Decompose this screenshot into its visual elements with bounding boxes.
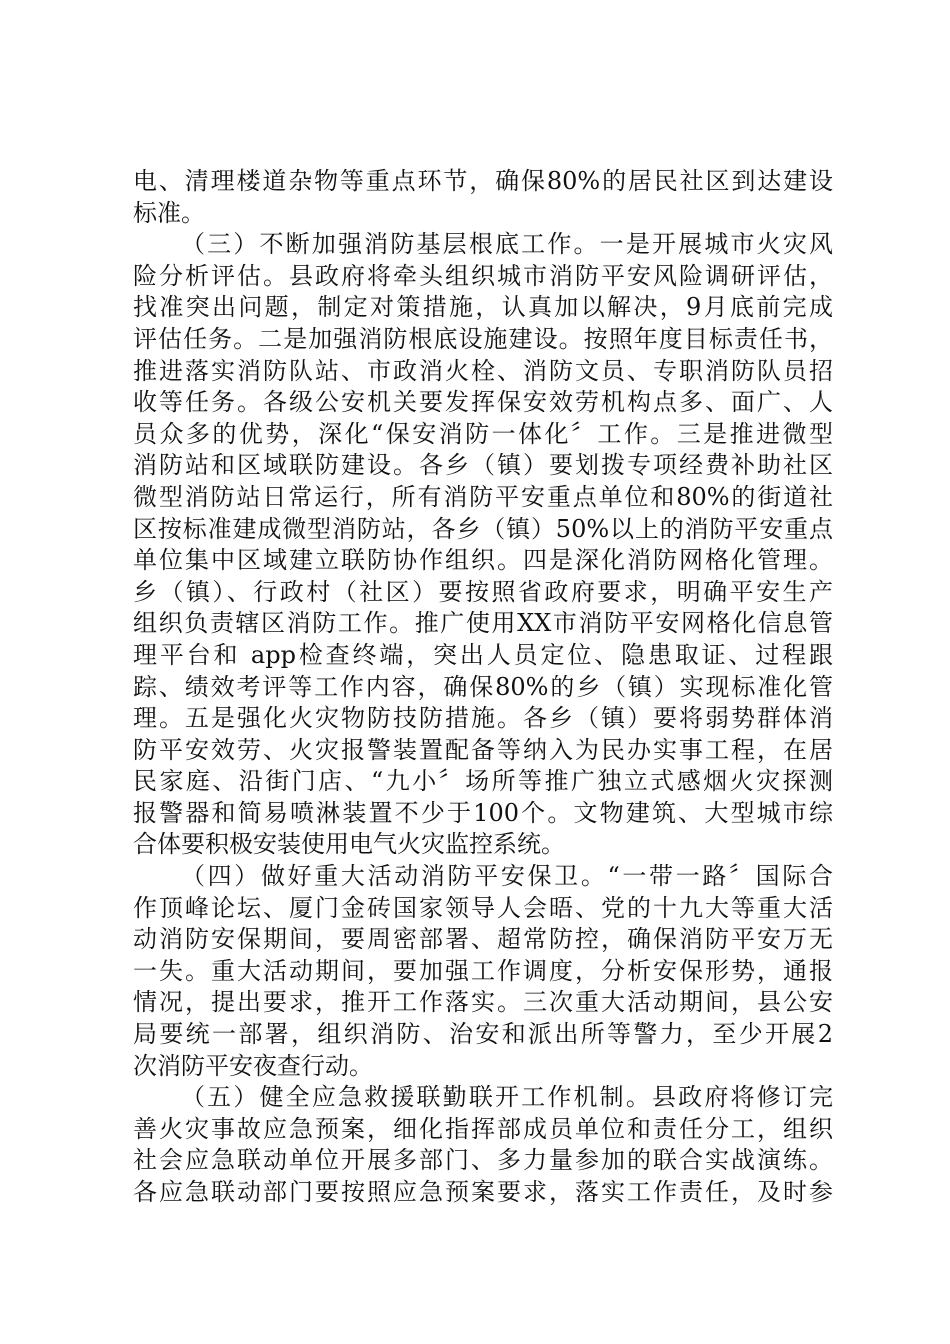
text-line: 电、清理楼道杂物等重点环节，确保80%的居民社区到达建设 bbox=[133, 167, 833, 195]
text-line: 次消防平安夜查行动。 bbox=[133, 1051, 373, 1080]
text-line: 组织负责辖区消防工作。推广使用XX市消防平安网格化信息管 bbox=[133, 609, 833, 638]
text-line: 理。五是强化火灾物防技防措施。各乡（镇）要将弱势群体消 bbox=[133, 704, 833, 733]
text-line: 收等任务。各级公安机关要发挥保安效劳机构点多、面广、人 bbox=[133, 388, 833, 417]
text-line: 各应急联动部门要按照应急预案要求，落实工作责任，及时参 bbox=[133, 1178, 833, 1206]
text-line: 微型消防站日常运行，所有消防平安重点单位和80%的街道社 bbox=[133, 482, 833, 511]
text-line: 报警器和简易喷淋装置不少于100个。文物建筑、大型城市综 bbox=[133, 798, 833, 827]
text-line: 乡（镇）、行政村（社区）要按照省政府要求，明确平安生产 bbox=[133, 577, 833, 606]
body-text bbox=[133, 166, 833, 1209]
text-line: 社会应急联动单位开展多部门、多力量参加的联合实战演练。 bbox=[133, 1146, 833, 1175]
text-line: 区按标准建成微型消防站，各乡（镇）50%以上的消防平安重点 bbox=[133, 514, 833, 543]
text-line: 险分析评估。县政府将牵头组织城市消防平安风险调研评估， bbox=[133, 261, 833, 290]
text-line: 推进落实消防队站、市政消火栓、消防文员、专职消防队员招 bbox=[133, 356, 833, 385]
text-line: 理平台和 app检查终端，突出人员定位、隐患取证、过程跟 bbox=[133, 640, 833, 669]
text-line: 合体要积极安装使用电气火灾监控系统。 bbox=[133, 830, 565, 859]
text-line: 动消防安保期间，要周密部署、超常防控，确保消防平安万无 bbox=[133, 925, 833, 954]
text-line: 防平安效劳、火灾报警装置配备等纳入为民办实事工程，在居 bbox=[133, 735, 833, 764]
text-line: 一失。重大活动期间，要加强工作调度，分析安保形势，通报 bbox=[133, 956, 833, 985]
text-line: 民家庭、沿街门店、“九小〞场所等推广独立式感烟火灾探测 bbox=[133, 767, 833, 796]
text-line: 标准。 bbox=[133, 198, 205, 227]
text-line: 局要统一部署，组织消防、治安和派出所等警力，至少开展2 bbox=[133, 1020, 833, 1049]
text-line: 情况，提出要求，推开工作落实。三次重大活动期间，县公安 bbox=[133, 988, 833, 1017]
text-line: 员众多的优势，深化“保安消防一体化〞工作。三是推进微型 bbox=[133, 419, 833, 448]
paragraph-section-3 bbox=[133, 229, 833, 861]
text-line: 找准突出问题，制定对策措施，认真加以解决，9月底前完成 bbox=[133, 293, 833, 322]
text-line: 消防站和区域联防建设。各乡（镇）要划拨专项经费补助社区 bbox=[133, 451, 833, 480]
paragraph-continuation bbox=[133, 166, 833, 229]
text-line: （五）健全应急救援联勤联开工作机制。县政府将修订完 bbox=[181, 1083, 833, 1112]
text-line: 单位集中区域建立联防协作组织。四是深化消防网格化管理。 bbox=[133, 546, 833, 575]
paragraph-section-4 bbox=[133, 861, 833, 1082]
text-line: 作顶峰论坛、厦门金砖国家领导人会晤、党的十九大等重大活 bbox=[133, 893, 833, 922]
text-line: （四）做好重大活动消防平安保卫。“一带一路〞国际合 bbox=[181, 862, 833, 891]
text-line: 踪、绩效考评等工作内容，确保80%的乡（镇）实现标准化管 bbox=[133, 672, 833, 701]
text-line: 评估任务。二是加强消防根底设施建设。按照年度目标责任书， bbox=[133, 324, 833, 353]
text-line: 善火灾事故应急预案，细化指挥部成员单位和责任分工，组织 bbox=[133, 1114, 833, 1143]
paragraph-section-5 bbox=[133, 1082, 833, 1208]
text-line: （三）不断加强消防基层根底工作。一是开展城市火灾风 bbox=[181, 230, 833, 259]
